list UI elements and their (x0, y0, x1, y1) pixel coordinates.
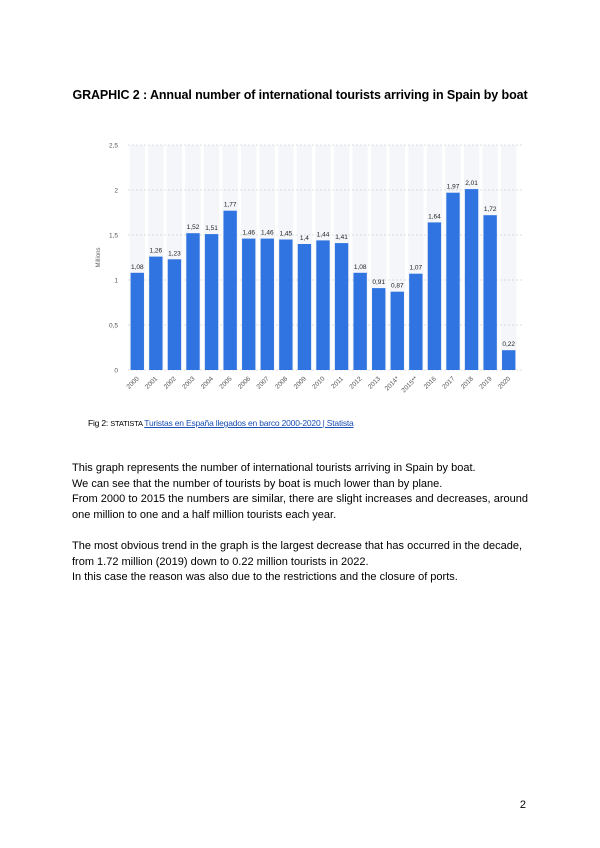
x-tick-label: 2001 (144, 375, 160, 391)
data-label: 1,77 (223, 201, 237, 209)
x-tick-label: 2012 (348, 375, 364, 391)
y-axis-label: Millions (96, 247, 102, 268)
bar (428, 222, 441, 370)
x-tick-label: 2014* (383, 375, 401, 393)
x-tick-label: 2018 (459, 375, 475, 391)
x-tick-label: 2013 (366, 375, 383, 391)
x-tick-label: 2017 (441, 375, 457, 391)
data-label: 1,44 (316, 231, 330, 239)
bar (298, 244, 311, 370)
x-tick-label: 2011 (330, 375, 345, 391)
paragraph: In this case the reason was also due to the restrictions and the closure of ports. (72, 571, 458, 583)
bar-chart (88, 128, 528, 398)
x-tick-label: 2008 (274, 375, 290, 391)
data-label: 1,08 (353, 263, 367, 271)
bar (168, 259, 181, 370)
paragraph: This graph represents the number of international tourists arriving in Spain by boat. (72, 462, 476, 474)
x-tick-label: 2015** (400, 375, 420, 395)
x-tick-label: 2016 (422, 375, 438, 391)
data-label: 0,91 (372, 279, 386, 287)
data-label: 1,45 (279, 230, 293, 238)
figure-caption (88, 418, 354, 428)
caption-source: STATISTA (110, 419, 145, 428)
body-text (72, 461, 528, 586)
bar (149, 257, 162, 370)
data-label: 1,72 (483, 206, 497, 214)
x-tick-label: 2003 (181, 375, 197, 391)
column-band (501, 145, 516, 370)
y-tick-label: 0 (114, 367, 118, 375)
x-tick-label: 2010 (311, 375, 327, 391)
data-label: 1,41 (335, 234, 348, 242)
data-label: 1,51 (205, 225, 218, 233)
x-tick-label: 2000 (125, 375, 141, 391)
y-tick-label: 2,5 (108, 142, 118, 150)
x-tick-label: 2020 (496, 375, 513, 391)
bar (186, 233, 199, 370)
x-tick-label: 2007 (255, 375, 271, 391)
page-number: 2 (519, 799, 526, 811)
x-tick-label: 2006 (236, 375, 253, 391)
paragraph: The most obvious trend in the graph is the largest decrease that has occurred in the decade, from 1.72 million (2019) down to 0.22 million tourists in 2022. (72, 540, 523, 568)
data-label: 1,26 (149, 247, 163, 255)
data-label: 1,46 (260, 229, 274, 237)
x-tick-label: 2019 (478, 375, 494, 391)
x-tick-label: 2004 (199, 375, 215, 391)
figure-title: GRAPHIC 2 : Annual number of international tourists arriving in Spain by boat (72, 88, 528, 102)
bar (335, 243, 348, 370)
bar (446, 193, 459, 370)
bar (483, 215, 496, 370)
bar (261, 239, 274, 370)
paragraph: From 2000 to 2015 the numbers are similar, there are slight increases and decreases, around one million to one and a half million tourists each year. (72, 493, 528, 521)
bar (465, 189, 478, 370)
bar (279, 240, 292, 371)
x-tick-label: 2005 (218, 375, 234, 391)
data-label: 1,23 (168, 250, 181, 258)
data-label: 1,52 (186, 224, 200, 232)
bar (316, 240, 329, 370)
y-tick-label: 1 (114, 277, 118, 285)
data-label: 0,22 (502, 341, 516, 349)
data-label: 2,01 (465, 180, 478, 188)
data-label: 1,97 (446, 183, 460, 191)
source-link[interactable]: Turistas en España llegados en barco 2000-2020 | Statista (144, 418, 354, 428)
data-label: 1,08 (130, 263, 144, 271)
bar (391, 292, 404, 370)
bar (502, 350, 515, 370)
bar (223, 211, 236, 370)
data-label: 1,4 (299, 235, 309, 242)
data-label: 1,46 (242, 229, 256, 237)
x-tick-label: 2009 (292, 375, 308, 391)
y-tick-label: 2 (114, 187, 118, 195)
data-label: 0,87 (390, 282, 404, 290)
bar (131, 273, 144, 370)
bar (353, 273, 366, 370)
data-label: 1,07 (409, 264, 423, 272)
y-tick-label: 1,5 (108, 232, 118, 240)
bar (372, 288, 385, 370)
caption-prefix: Fig 2: (88, 418, 111, 428)
bar (205, 234, 218, 370)
y-tick-label: 0,5 (108, 322, 118, 330)
data-label: 1,64 (428, 213, 441, 221)
bar (409, 274, 422, 370)
bar (242, 239, 255, 370)
x-tick-label: 2002 (162, 375, 178, 391)
paragraph: We can see that the number of tourists by boat is much lower than by plane. (72, 477, 443, 490)
